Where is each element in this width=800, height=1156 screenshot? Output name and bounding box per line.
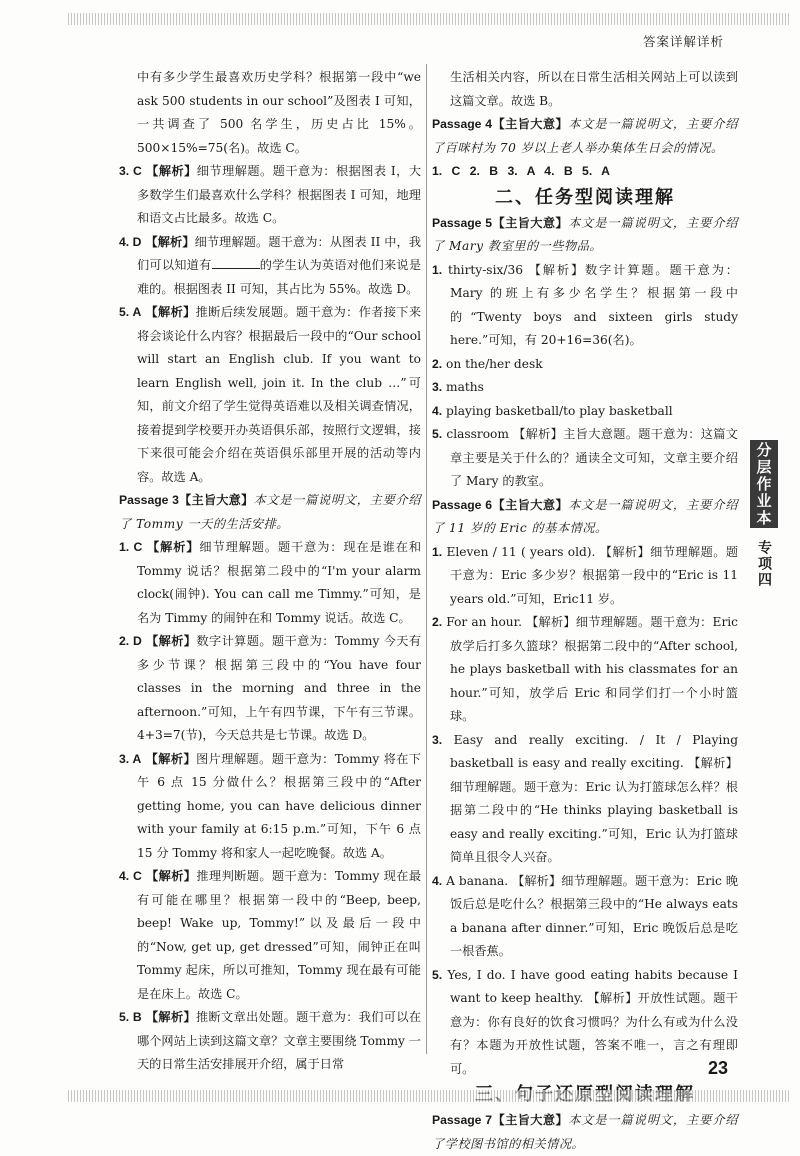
analysis-tag: 【解析】 (146, 634, 197, 648)
passage-summary (432, 113, 738, 160)
answer-item (432, 729, 738, 870)
answer-text: A banana. 【解析】细节理解题。题干意为：Eric 晚饭后总是吃什么？根据第三段中的“He always eats a banana after dinner.”可知，Eric 晚饭后总是吃一根香蕉。 (446, 873, 739, 958)
answer-number: 4. (432, 873, 443, 888)
answer-number: 4. D (119, 234, 142, 249)
answer-item (119, 748, 421, 866)
analysis-tag: 【解析】 (145, 751, 197, 766)
summary-tag: 【主旨大意】 (492, 117, 569, 131)
answer-text: 图片理解题。题干意为：Tommy 将在下午 6 点 15 分做什么？根据第三段中的“After getting home, you can have delicious dinner with your family at 6:15 p.m.”可知，下午 6 点 15 分 Tommy 将和家人一起吃晚餐。故选 A。 (137, 751, 421, 860)
answer-text: playing basketball/to play basketball (446, 403, 673, 418)
answer-text: classroom 【解析】主旨大意题。题干意为：这篇文章主要是关于什么的？通读全文可知，文章主要介绍了 Mary 的教室。 (446, 427, 738, 488)
answer-text: on the/her desk (446, 356, 543, 371)
answer-number: 3. A (119, 751, 142, 766)
answer-number: 4. (432, 403, 443, 418)
analysis-tag: 【解析】 (146, 164, 197, 178)
answer-item (432, 541, 738, 612)
answer-item (432, 376, 738, 400)
answer-item (119, 231, 421, 302)
answer-item (432, 423, 738, 494)
passage-summary (432, 1109, 738, 1156)
page-header: 答案详解详析 (642, 34, 724, 49)
analysis-tag: 【解析】 (146, 869, 197, 883)
answer-item (432, 611, 738, 729)
answer-text: 推断文章出处题。题干意为：我们可以在哪个网站上读到这篇文章？文章主要围绕 Tommy 一天的日常生活安排展开介绍，属于日常 (137, 1010, 422, 1071)
passage-label: Passage 7 (432, 1113, 493, 1127)
answer-number: 5. (432, 427, 443, 441)
analysis-tag: 【解析】 (147, 540, 200, 554)
answer-number: 1. (432, 262, 443, 277)
answer-text: 的学生认为英语对他们来说是难的。根据图表 II 可知，其占比为 55%。故选 D。 (137, 258, 422, 296)
answer-text: 细节理解题。题干意为：从图表 II 中，我们可以知道有 (137, 234, 422, 272)
section-title: 二、任务型阅读理解 (495, 186, 675, 208)
summary-tag: 【主旨大意】 (178, 493, 254, 507)
answer-item (432, 870, 738, 964)
passage-description: 本文是一篇说明文，主要介绍了百咪村为 70 岁以上老人举办集体生日会的情况。 (432, 117, 738, 155)
answer-number: 1. C (119, 540, 143, 554)
passage-description: 本文是一篇说明文，主要介绍了学校图书馆的相关情况。 (432, 1113, 738, 1151)
answer-item (432, 964, 738, 1082)
answer-number: 5. A (119, 305, 142, 319)
answer-text: maths (446, 380, 484, 394)
passage-label: Passage 3 (119, 493, 179, 507)
analysis-tag: 【解析】 (145, 1010, 196, 1024)
passage-summary (432, 494, 738, 541)
answer-text: 推断后续发展题。题干意为：作者接下来将会谈论什么内容？根据最后一段中的“Our school will start an English club. If you want to learn English well, join it. In the club …”可知，前文介绍了学生觉得英语难以及相关调查情况，接着提到学校要开办英语俱乐部，按照行文逻辑，接下来很可能会介绍在英语俱乐部里开展的活动等内容。故选 A。 (137, 305, 422, 484)
passage-description: 本文是一篇说明文，主要介绍了 11 岁的 Eric 的基本情况。 (432, 497, 738, 535)
answer-text: Eleven / 11 ( years old). 【解析】细节理解题。题干意为：Eric 多少岁？根据第一段中的“Eric is 11 years old.”可知，Eric11 岁。 (446, 544, 739, 606)
passage-label: Passage 6 (432, 497, 493, 512)
answer-number: 2. (432, 615, 443, 629)
passage-label: Passage 5 (432, 215, 493, 230)
answer-number: 2. (432, 356, 443, 371)
summary-tag: 【主旨大意】 (492, 215, 569, 230)
answer-text: 数字计算题。题干意为：Tommy 今天有多少节课？根据第三段中的“You have four classes in the morning and three in the afternoon.”可知，上午有四节课，下午有三节课。4+3=7(节)，今天总共是七节课。故选 D。 (137, 634, 422, 742)
answer-number: 3. (432, 732, 443, 747)
passage-description: 本文是一篇说明文，主要介绍了 Mary 教室里的一些物品。 (432, 215, 738, 253)
answer-text: Yes, I do. I have good eating habits because I want to keep healthy. 【解析】开放性试题。题干意为：你有良好的饮食习惯吗？为什么有或为什么没有？本题为开放性试题，答案不唯一，言之有理即可。 (447, 967, 739, 1076)
answer-number: 5. (432, 967, 443, 982)
answer-text: Easy and really exciting. / It / Playing basketball is easy and really exciting. 【解析】细节理解题。题干意为：Eric 认为打篮球怎么样？根据第二段中的“He thinks playing basketball is easy and really exciting.”可知，Eric 认为打篮球简单且很令人兴奋。 (450, 732, 739, 864)
top-decorative-border (68, 13, 790, 25)
answer-number: 2. D (119, 634, 142, 648)
answer-number: 5. B (119, 1010, 142, 1024)
answer-item (432, 353, 738, 377)
answer-item (432, 400, 738, 424)
answer-text: thirty-six/36 【解析】数字计算题。题干意为：Mary 的班上有多少名学生？根据第一段中的“Twenty boys and sixteen girls study here.”可知，有 20+16=36(名)。 (447, 262, 738, 347)
answer-number: 3. C (119, 164, 142, 178)
answer-item (119, 865, 421, 1006)
answer-item (119, 160, 421, 231)
answer-text: 细节理解题。题干意为：现在是谁在和 Tommy 说话？根据第二段中的“I'm your alarm clock(闹钟). You can call me Timmy.”可知，是名为 Timmy 的闹钟在和 Tommy 说话。故选 C。 (137, 540, 422, 625)
analysis-tag: 【解析】 (145, 234, 195, 249)
answer-item (119, 630, 421, 748)
answer-key-line: 1. C 2. B 3. A 4. B 5. A (432, 164, 610, 178)
answer-item (432, 259, 738, 353)
fill-blank (212, 256, 260, 269)
passage-summary (119, 489, 421, 536)
side-tab: 分层作业本 (750, 440, 778, 528)
answer-number: 3. (432, 380, 443, 394)
summary-tag: 【主旨大意】 (492, 497, 569, 512)
answer-number: 1. (432, 544, 443, 559)
answer-text: 推理判断题。题干意为：Tommy 现在最有可能在哪里？根据第一段中的“Beep, beep, beep! Wake up, Tommy!”以及最后一段中的“Now, get up, get dressed”可知，闹钟正在叫 Tommy 起床，所以可推知，Tommy 现在最有可能是在床上。故选 C。 (137, 869, 422, 1001)
passage-description: 本文是一篇说明文，主要介绍了 Tommy 一天的生活安排。 (119, 493, 421, 531)
summary-tag: 【主旨大意】 (492, 1113, 569, 1127)
column-divider (426, 64, 427, 1054)
answer-item (119, 1006, 421, 1077)
page-number: 23 (707, 1058, 728, 1078)
bottom-decorative-border (68, 1090, 790, 1102)
side-label: 专项四 (756, 540, 772, 588)
answer-item (119, 301, 421, 489)
answer-number: 4. C (119, 869, 142, 883)
answer-item (119, 536, 421, 630)
passage-label: Passage 4 (432, 117, 493, 131)
right-column (432, 66, 738, 1156)
answer-text: 细节理解题。题干意为：根据图表 I，大多数学生们最喜欢什么学科？根据图表 I 可知，地理和语文占比最多。故选 C。 (137, 164, 422, 225)
answer-text: For an hour. 【解析】细节理解题。题干意为：Eric 放学后打多久篮球？根据第二段中的“After school, he plays basketball with his classmates for an hour.”可知，放学后 Eric 和同学们打一个小时篮球。 (446, 615, 738, 723)
continuation-text: 生活相关内容，所以在日常生活相关网站上可以读到这篇文章。故选 B。 (450, 70, 738, 108)
left-column (119, 66, 421, 1077)
passage-summary (432, 212, 738, 259)
analysis-tag: 【解析】 (145, 305, 196, 319)
continuation-text: 中有多少学生最喜欢历史学科？根据第一段中“we ask 500 students in our school”及图表 I 可知，一共调查了 500 名学生，历史占比 15%。500×15%=75(名)。故选 C。 (137, 70, 421, 155)
